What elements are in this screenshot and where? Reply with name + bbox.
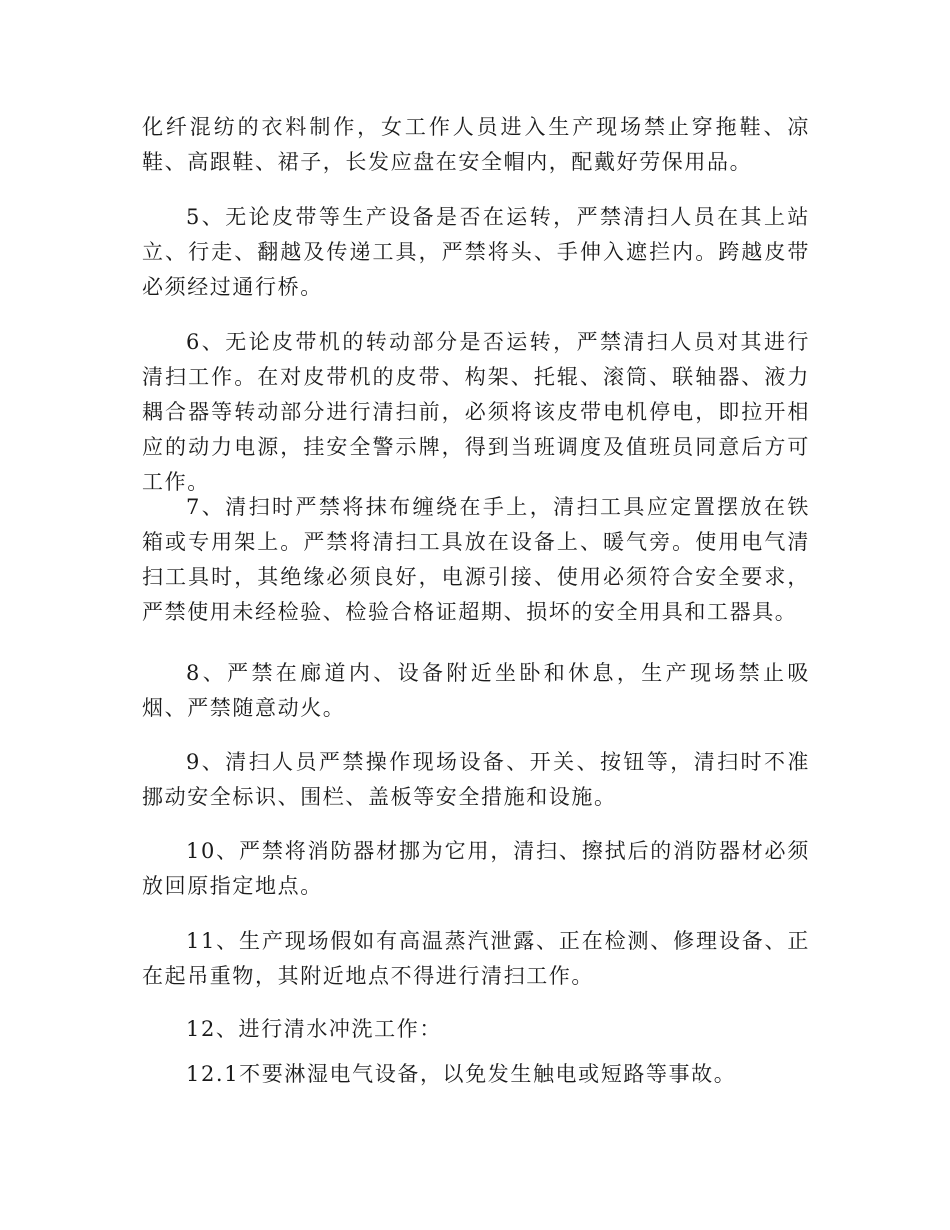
paragraph-item-11: 11、生产现场假如有高温蒸汽泄露、正在检测、修理设备、正在起吊重物，其附近地点不得进行清扫工作。 xyxy=(142,929,810,988)
paragraph-item-12: 12、进行清水冲洗工作： xyxy=(186,1017,442,1041)
paragraph-continuation: 化纤混纺的衣料制作，女工作人员进入生产现场禁止穿拖鞋、凉鞋、高跟鞋、裙子，长发应盘在安全帽内，配戴好劳保用品。 xyxy=(142,115,810,174)
paragraph-item-10: 10、严禁将消防器材挪为它用，清扫、擦拭后的消防器材必须放回原指定地点。 xyxy=(142,839,810,898)
paragraph-item-5: 5、无论皮带等生产设备是否在运转，严禁清扫人员在其上站立、行走、翻越及传递工具，严禁将头、手伸入遮拦内。跨越皮带必须经过通行桥。 xyxy=(142,205,810,299)
paragraph-item-8: 8、严禁在廊道内、设备附近坐卧和休息，生产现场禁止吸烟、严禁随意动火。 xyxy=(142,661,810,720)
paragraph-item-9: 9、清扫人员严禁操作现场设备、开关、按钮等，清扫时不准挪动安全标识、围栏、盖板等安全措施和设施。 xyxy=(142,750,810,809)
paragraph-item-12-1: 12.1不要淋湿电气设备，以免发生触电或短路等事故。 xyxy=(186,1062,737,1086)
paragraph-item-7: 7、清扫时严禁将抹布缠绕在手上，清扫工具应定置摆放在铁箱或专用架上。严禁将清扫工具放在设备上、暖气旁。使用电气清扫工具时，其绝缘必须良好，电源引接、使用必须符合安全要求，严禁使用未经检验、检验合格证超期、损坏的安全用具和工器具。 xyxy=(142,495,810,624)
paragraph-item-6: 6、无论皮带机的转动部分是否运转，严禁清扫人员对其进行清扫工作。在对皮带机的皮带、构架、托辊、滚筒、联轴器、液力耦合器等转动部分进行清扫前，必须将该皮带电机停电，即拉开相应的动力电源，挂安全警示牌，得到当班调度及值班员同意后方可工作。 xyxy=(142,330,810,494)
